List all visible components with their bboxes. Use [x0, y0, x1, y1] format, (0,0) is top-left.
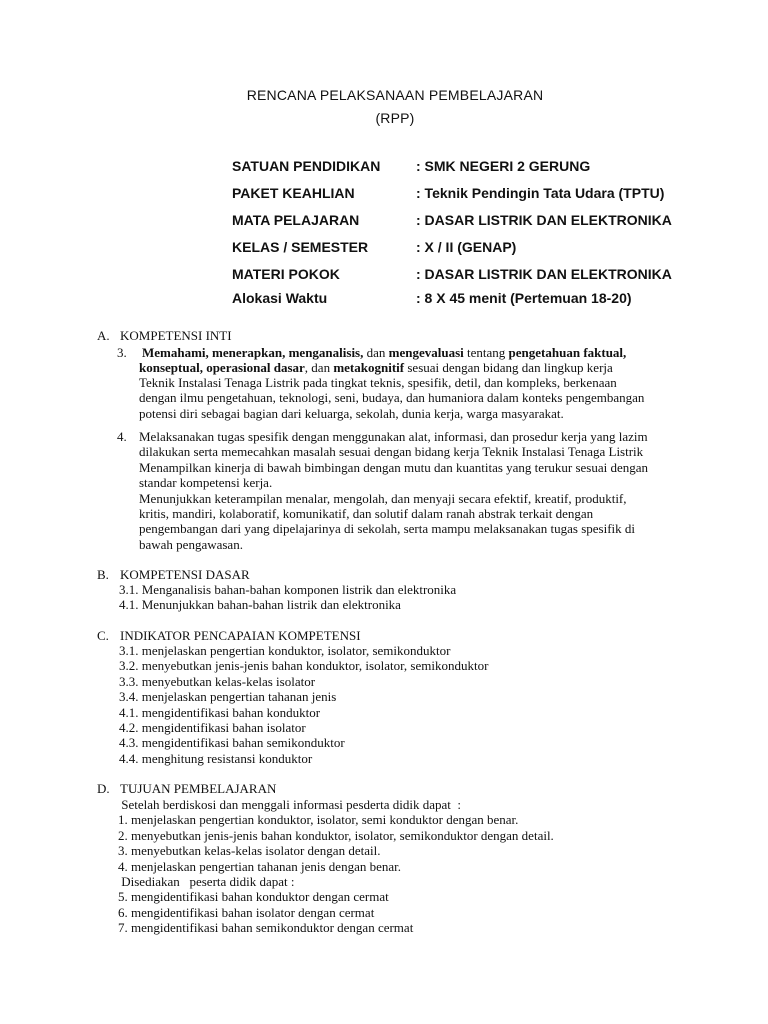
list-item: 3.2. menyebutkan jenis-jenis bahan konduktor, isolator, semikonduktor	[119, 658, 489, 674]
list-item: 6. mengidentifikasi bahan isolator dengan cermat	[118, 904, 375, 920]
bold-text: metakognitif	[333, 360, 405, 375]
section-a-heading	[97, 328, 232, 343]
meta-label: Alokasi Waktu	[232, 290, 328, 306]
list-item: 3.4. menjelaskan pengertian tahanan jenis	[119, 689, 337, 705]
text-line: Melaksanakan tugas spesifik dengan menggunakan alat, informasi, dan prosedur kerja yang lazim	[139, 429, 648, 444]
meta-value: : 8 X 45 menit (Pertemuan 18-20)	[416, 290, 632, 306]
bold-text: Memahami, menerapkan, menganalisis,	[142, 345, 364, 360]
list-item: 4. menjelaskan pengertian tahanan jenis dengan benar.	[118, 858, 402, 874]
section-c-heading	[97, 628, 361, 643]
list-item: 4.2. mengidentifikasi bahan isolator	[119, 719, 306, 735]
meta-value: : DASAR LISTRIK DAN ELEKTRONIKA	[416, 212, 672, 228]
list-item: 1. menjelaskan pengertian konduktor, isolator, semi konduktor dengan benar.	[118, 812, 519, 828]
text: dan	[363, 345, 389, 360]
intro-text: Setelah berdiskosi dan menggali informasi pesderta didik dapat :	[118, 797, 461, 812]
meta-label: SATUAN PENDIDIKAN	[232, 158, 381, 174]
text-line: potensi diri sebagai bagian dari keluarga, sekolah, dunia kerja, warga masyarakat.	[139, 405, 564, 421]
text-line: dilakukan serta memecahkan masalah sesuai dengan bidang kerja Teknik Instalasi Tenaga Listrik	[139, 444, 644, 460]
ki4-paragraph	[139, 429, 648, 552]
bold-text: mengevaluasi	[388, 345, 464, 360]
section-title: TUJUAN PEMBELAJARAN	[120, 781, 277, 796]
meta-label: KELAS / SEMESTER	[232, 239, 369, 255]
list-item: 7. mengidentifikasi bahan semikonduktor dengan cermat	[118, 920, 414, 936]
list-item: 4.1. mengidentifikasi bahan konduktor	[119, 704, 321, 720]
meta-value: : DASAR LISTRIK DAN ELEKTRONIKA	[416, 266, 672, 282]
meta-value: : X / II (GENAP)	[416, 239, 517, 255]
meta-label: PAKET KEAHLIAN	[232, 185, 355, 201]
text: tentang	[463, 345, 509, 360]
text-line: Teknik Instalasi Tenaga Listrik pada tingkat teknis, spesifik, detil, dan kompleks, berkenaan	[139, 375, 617, 390]
text: , dan	[304, 360, 334, 375]
text-line: pengembangan dari yang dipelajarinya di sekolah, serta mampu melaksanakan tugas spesifik di	[139, 521, 636, 537]
ki3-paragraph	[139, 375, 644, 421]
tujuan-list	[118, 797, 554, 936]
section-letter: D.	[97, 781, 110, 796]
list-item: 3.1. Menganalisis bahan-bahan komponen listrik dan elektronika	[119, 582, 457, 597]
list-item: 2. menyebutkan jenis-jenis bahan konduktor, isolator, semikonduktor dengan detail.	[118, 827, 554, 843]
document-subtitle: (RPP)	[375, 110, 415, 126]
document-title: RENCANA PELAKSANAAN PEMBELAJARAN	[246, 87, 544, 103]
list-item: 4.1. Menunjukkan bahan-bahan listrik dan elektronika	[119, 597, 401, 613]
item-number: 4.	[117, 429, 127, 444]
ki3-line-1	[142, 345, 626, 360]
list-item: 5. mengidentifikasi bahan konduktor dengan cermat	[118, 889, 389, 905]
bold-text: pengetahuan faktual,	[508, 345, 627, 360]
item-number: 3.	[117, 345, 127, 360]
section-d-heading	[97, 781, 276, 796]
list-item: 3.3. menyebutkan kelas-kelas isolator	[119, 673, 316, 689]
list-item: 3. menyebutkan kelas-kelas isolator dengan detail.	[118, 843, 381, 859]
section-b-heading	[97, 567, 250, 582]
text-line: dengan ilmu pengetahuan, teknologi, seni, budaya, dan humaniora dalam konteks pengembangan	[139, 390, 645, 406]
list-item: 3.1. menjelaskan pengertian konduktor, isolator, semikonduktor	[119, 643, 451, 658]
intro-text: Disediakan peserta didik dapat :	[118, 873, 295, 889]
indikator-list	[119, 643, 488, 766]
kd-list	[119, 582, 456, 613]
meta-value: : Teknik Pendingin Tata Udara (TPTU)	[416, 185, 665, 201]
text: sesuai dengan bidang dan lingkup kerja	[404, 360, 613, 375]
section-title: KOMPETENSI DASAR	[120, 567, 250, 582]
text-line: bawah pengawasan.	[139, 536, 243, 552]
section-letter: B.	[97, 567, 109, 582]
text-line: standar kompetensi kerja.	[139, 475, 273, 491]
list-item: 4.3. mengidentifikasi bahan semikonduktor	[119, 735, 345, 751]
section-title: KOMPETENSI INTI	[120, 328, 232, 343]
section-letter: C.	[97, 628, 109, 643]
ki3-line-2	[139, 360, 613, 375]
text-line: Menunjukkan keterampilan menalar, mengolah, dan menyaji secara efektif, kreatif, produktif,	[139, 490, 627, 506]
meta-value: : SMK NEGERI 2 GERUNG	[416, 158, 591, 174]
text-line: kritis, mandiri, kolaboratif, komunikatif, dan solutif dalam ranah abstrak terkait dengan	[139, 505, 594, 521]
list-item: 4.4. menghitung resistansi konduktor	[119, 750, 313, 766]
section-letter: A.	[97, 328, 110, 343]
section-title: INDIKATOR PENCAPAIAN KOMPETENSI	[120, 628, 361, 643]
text-line: Menampilkan kinerja di bawah bimbingan dengan mutu dan kuantitas yang terukur sesuai dengan	[139, 459, 649, 475]
meta-label: MATA PELAJARAN	[232, 212, 360, 228]
bold-text: konseptual, operasional dasar	[139, 360, 305, 375]
meta-label: MATERI POKOK	[232, 266, 340, 282]
